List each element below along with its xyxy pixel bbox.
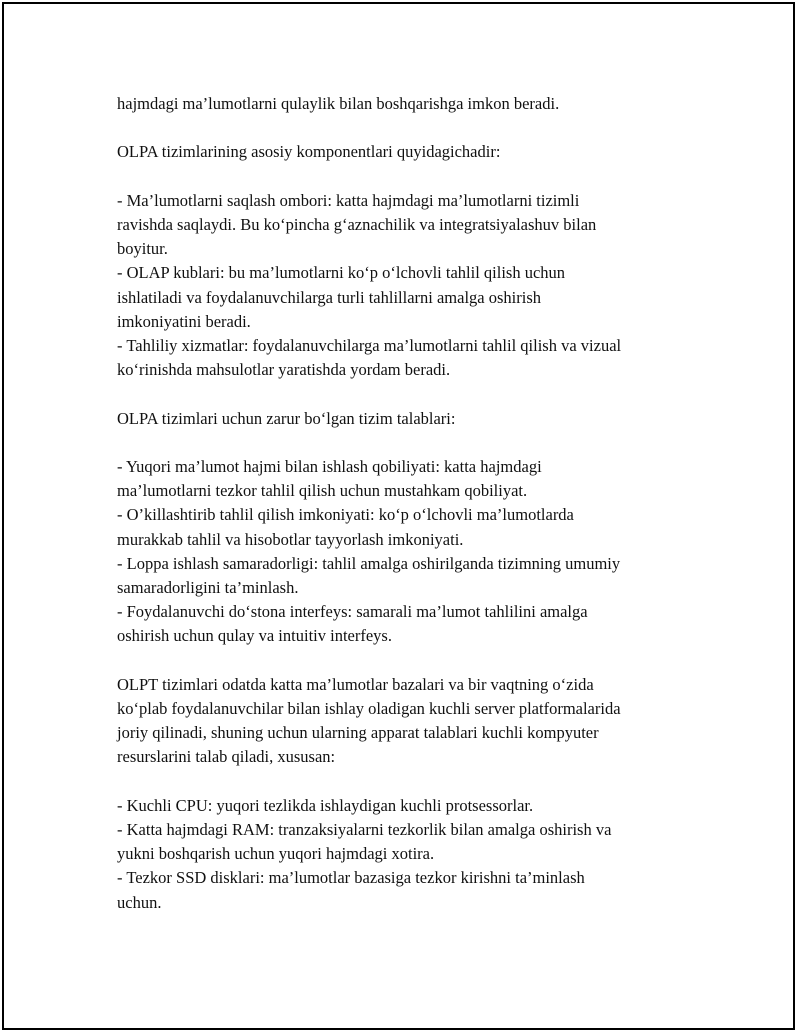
list-item: - Ma’lumotlarni saqlash ombori: katta hajmdagi ma’lumotlarni tizimli <box>117 190 580 210</box>
text-line: resurslarini talab qiladi, xususan: <box>117 747 336 767</box>
text-line: hajmdagi ma’lumotlarni qulaylik bilan boshqarishga imkon beradi. <box>117 94 560 113</box>
text-line: murakkab tahlil va hisobotlar tayyorlash imkoniyati. <box>117 529 464 549</box>
text-line: boyitur. <box>117 239 168 259</box>
paragraph-gap <box>117 165 717 189</box>
paragraph-gap <box>117 116 717 140</box>
text-line: ma’lumotlarni tezkor tahlil qilish uchun mustahkam qobiliyat. <box>117 481 528 501</box>
text-line: yukni boshqarish uchun yuqori hajmdagi xotira. <box>117 844 435 864</box>
text-line: ishlatiladi va foydalanuvchilarga turli tahlillarni amalga oshirish <box>117 287 541 307</box>
paragraph-gap <box>117 431 717 455</box>
list-item: - Tahliliy xizmatlar: foydalanuvchilarga ma’lumotlarni tahlil qilish va vizual <box>117 336 622 355</box>
text-line: imkoniyatini beradi. <box>117 311 251 331</box>
paragraph-gap <box>117 770 717 794</box>
section-heading: OLPA tizimlarining asosiy komponentlari quyidagichadir: <box>117 142 501 162</box>
list-item: - OLAP kublari: bu ma’lumotlarni ko‘p o‘lchovli tahlil qilish uchun <box>117 263 566 283</box>
text-line: ravishda saqlaydi. Bu ko‘pincha g‘aznachilik va integratsiyalashuv bilan <box>117 214 597 234</box>
text-line: ko‘rinishda mahsulotlar yaratishda yordam beradi. <box>117 360 451 380</box>
text-line: OLPT tizimlari odatda katta ma’lumotlar bazalari va bir vaqtning o‘zida <box>117 674 594 694</box>
list-item: - Kuchli CPU: yuqori tezlikda ishlaydigan kuchli protsessorlar. <box>117 795 534 815</box>
text-line: samaradorligini ta’minlash. <box>117 578 299 597</box>
text-line: oshirish uchun qulay va intuitiv interfeys. <box>117 626 392 646</box>
text-line: joriy qilinadi, shuning uchun ularning apparat talablari kuchli kompyuter <box>117 723 599 743</box>
text-line: ko‘plab foydalanuvchilar bilan ishlay oladigan kuchli server platformalarida <box>117 699 621 718</box>
list-item: - Tezkor SSD disklari: ma’lumotlar bazasiga tezkor kirishni ta’minlash <box>117 868 585 888</box>
list-item: - Katta hajmdagi RAM: tranzaksiyalarni tezkorlik bilan amalga oshirish va <box>117 820 612 839</box>
text-line: uchun. <box>117 892 162 912</box>
section-heading: OLPA tizimlari uchun zarur bo‘lgan tizim talablari: <box>117 408 456 428</box>
list-item: - Yuqori ma’lumot hajmi bilan ishlash qobiliyati: katta hajmdagi <box>117 456 542 476</box>
paragraph-gap <box>117 382 717 406</box>
document-body <box>117 92 717 915</box>
list-item: - Foydalanuvchi do‘stona interfeys: samarali ma’lumot tahlilini amalga <box>117 602 588 622</box>
list-item: - Loppa ishlash samaradorligi: tahlil amalga oshirilganda tizimning umumiy <box>117 553 621 573</box>
list-item: - O’killashtirib tahlil qilish imkoniyati: ko‘p o‘lchovli ma’lumotlarda <box>117 505 574 525</box>
paragraph-gap <box>117 649 717 673</box>
